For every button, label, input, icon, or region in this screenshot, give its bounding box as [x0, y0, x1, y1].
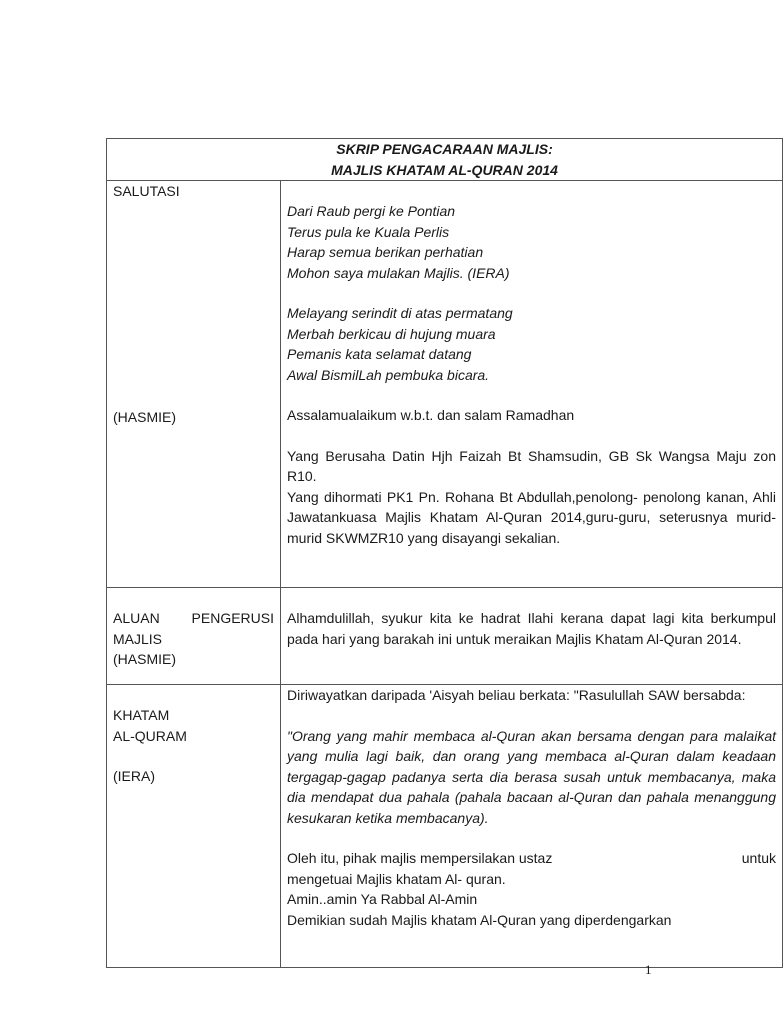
label-al-quram: AL-QURAM: [113, 727, 187, 744]
label-majlis: MAJLIS: [113, 630, 163, 647]
pantun-2: [287, 303, 776, 385]
row-content-cell: [281, 181, 783, 588]
label-hasmie: (HASMIE): [113, 408, 176, 425]
label-salutasi: SALUTASI: [113, 183, 180, 199]
table-row: [107, 685, 783, 968]
invitation-end: untuk: [741, 850, 776, 866]
pantun-line: Dari Raub pergi ke Pontian: [287, 203, 456, 219]
label-khatam: KHATAM: [113, 707, 170, 723]
hadith-quote: "Orang yang mahir membaca al-Quran akan bersama dengan para malaikat yang mulia lagi baik, dan orang yang membaca al-Quran dalam keadaan tergagap-gagap padanya serta dia berasa susah untuk membacanya, maka dia mendapat dua pahala (pahala bacaan al-Quran dan pahala menanggung kesukaran ketika membacanya).: [287, 727, 776, 826]
row-label-cell: [107, 181, 281, 588]
page-number: 1: [645, 962, 652, 977]
address-paragraph-2: Yang dihormati PK1 Pn. Rohana Bt Abdullah,penolong- penolong kanan, Ahli Jawatankuasa Majlis Khatam Al-Quran 2014,guru-guru, seterusnya murid- murid SKWMZR10 yang disayangi sekalian.: [287, 488, 776, 546]
label-word: ALUAN: [113, 610, 160, 626]
table-row: [107, 588, 783, 685]
document-title: [107, 139, 783, 181]
greeting-text: Assalamualaikum w.b.t. dan salam Ramadhan: [287, 407, 575, 423]
amin-text: Amin..amin Ya Rabbal Al-Amin: [287, 891, 478, 907]
hadith-intro: Diriwayatkan daripada 'Aisyah beliau berkata: "Rasulullah SAW bersabda:: [287, 687, 746, 703]
row-label-cell: [107, 685, 281, 968]
table-header-row: [107, 139, 783, 181]
row-label-cell: [107, 588, 281, 685]
invitation-line: [287, 848, 776, 869]
invitation-line-2: mengetuai Majlis khatam Al- quran.: [287, 870, 506, 887]
pantun-line: Harap semua berikan perhatian: [287, 244, 484, 260]
invitation-start: Oleh itu, pihak majlis mempersilakan ustaz: [287, 850, 553, 866]
title-line-2: MAJLIS KHATAM AL-QURAN 2014: [331, 161, 558, 178]
pantun-1: [287, 201, 776, 283]
script-table: [106, 138, 783, 968]
pantun-line: Awal BismilLah pembuka bicara.: [287, 366, 490, 383]
row-content-cell: [281, 588, 783, 685]
label-aluan-pengerusi: [113, 608, 274, 629]
pantun-line: Pemanis kata selamat datang: [287, 346, 472, 362]
label-word: PENGERUSI: [191, 610, 274, 626]
pantun-line: Melayang serindit di atas permatang: [287, 305, 513, 321]
title-line-1: SKRIP PENGACARAAN MAJLIS:: [336, 141, 553, 157]
table-row: [107, 181, 783, 588]
label-hasmie: (HASMIE): [113, 651, 176, 667]
opening-remarks: Alhamdulillah, syukur kita ke hadrat Ilahi kerana dapat lagi kita berkumpul pada hari yang barakah ini untuk meraikan Majlis Khatam Al-Quran 2014.: [287, 610, 776, 647]
pantun-line: Mohon saya mulakan Majlis. (IERA): [287, 264, 510, 281]
label-iera: (IERA): [113, 768, 155, 784]
address-paragraph-1: Yang Berusaha Datin Hjh Faizah Bt Shamsudin, GB Sk Wangsa Maju zon R10.: [287, 447, 776, 484]
closing-text: Demikian sudah Majlis khatam Al-Quran yang diperdengarkan: [287, 911, 672, 928]
pantun-line: Terus pula ke Kuala Perlis: [287, 223, 450, 240]
pantun-line: Merbah berkicau di hujung muara: [287, 325, 496, 342]
row-content-cell: [281, 685, 783, 968]
